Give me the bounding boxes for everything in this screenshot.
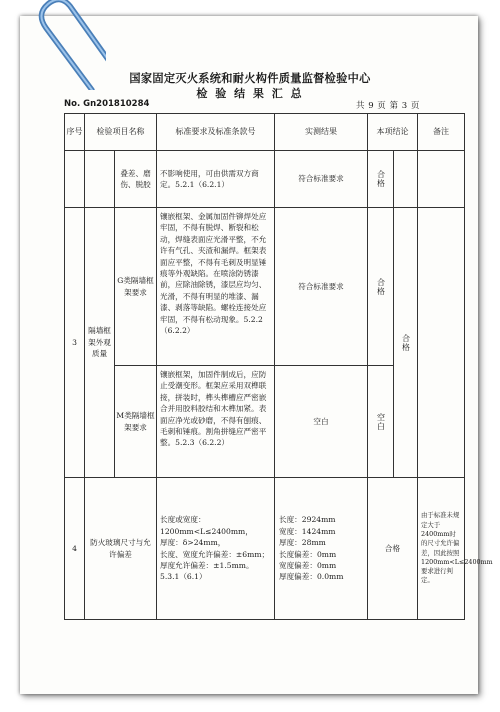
item-conclusion: 空白 [376,412,386,431]
result-line: 厚度：28mm [279,538,326,548]
result-line: 长度偏差：0mm [279,549,337,559]
standard-requirement: 不影响使用，可由供需双方商定。5.2.1（6.2.1） [157,151,275,208]
report-number: No. Gn201810284 [64,99,150,109]
test-result: 空白 [275,366,368,478]
requirement-line: 长度或宽度：1200mm<L≤2400mm， [160,515,253,536]
page-indicator: 共 9 页 第 3 页 [356,101,420,111]
header-standard: 标准要求及标准条款号 [157,114,275,151]
item-conclusion: 合格 [376,170,386,188]
requirement-line: 厚度允许偏差：±1.5mm。 [160,560,254,570]
item-name: 防火玻璃尺寸与允许偏差 [85,478,157,620]
result-line: 长度：2924mm [279,515,336,525]
table-row [65,151,465,208]
requirement-line: 厚度：δ>24mm， [160,538,226,548]
row-seq: 3 [65,208,85,478]
standard-requirement: 镶嵌框架、金属加固件铆焊处应牢固，不得有脱焊、断裂和松动，焊缝表面应光滑平整，不允许有气孔、夹渣和漏焊。框架表面应平整，不得有毛刺及明显锤痕等外观缺陷。在喷涂防锈漆前，应除油除锈，漆层应均匀、光滑，不得有明显的堆漆、漏漆、剥落等缺陷。螺栓连接处应牢固，不得有松动现象。5.2.2（6.2.2） [157,208,275,366]
header-seq: 序号 [65,114,85,151]
test-result [275,478,368,620]
test-result: 符合标准要求 [275,208,368,366]
standard-requirement [157,478,275,620]
table-row [65,478,465,620]
subitem-name: G类隔墙框架要求 [115,208,157,366]
test-result: 符合标准要求 [275,151,368,208]
result-line: 宽度偏差：0mm [279,560,337,570]
row-seq: 4 [65,478,85,620]
item-conclusion: 合格 [368,478,418,620]
requirement-line: 5.3.1（6.1） [160,572,207,582]
subitem-name: 叠差、磨伤、脱胶 [115,151,157,208]
item-name: 隔墙框架外观质量 [85,208,115,478]
table-header-row [65,114,465,151]
result-line: 厚度偏差：0.0mm [279,572,344,582]
table-row [65,208,465,366]
header-conclusion: 本项结论 [368,114,418,151]
requirement-line: 长度、宽度允许偏差：±6mm； [160,549,270,559]
document-title: 国家固定灭火系统和耐火构件质量监督检验中心 [129,72,371,85]
item-conclusion: 合格 [376,277,386,296]
subitem-name: M类隔墙框架要求 [115,366,157,478]
header-item: 检验项目名称 [85,114,157,151]
result-line: 宽度：1424mm [279,526,336,536]
standard-requirement: 镶嵌框架，加固件制成后，应防止受潮变形。框架应采用双榫联接，拼装时，榫头榫槽应严密嵌合并用胶料胶结和木榫加紧。表面应净光或砂磨，不得有刨痕、毛刺和锤痕。割角拼缝应严密平整。5.2.3（6.2.2） [157,366,275,478]
results-table [64,113,493,620]
header-result: 实测结果 [275,114,368,151]
remark-note: 由于标准未规定大于2400mm时的尺寸允许偏差，因此按照1200mm<L≤2400mm要求进行判定。 [418,478,465,620]
header-remark: 备注 [418,114,465,151]
group-conclusion: 合格 [401,333,411,352]
document-subtitle: 检 验 结 果 汇 总 [196,87,304,100]
